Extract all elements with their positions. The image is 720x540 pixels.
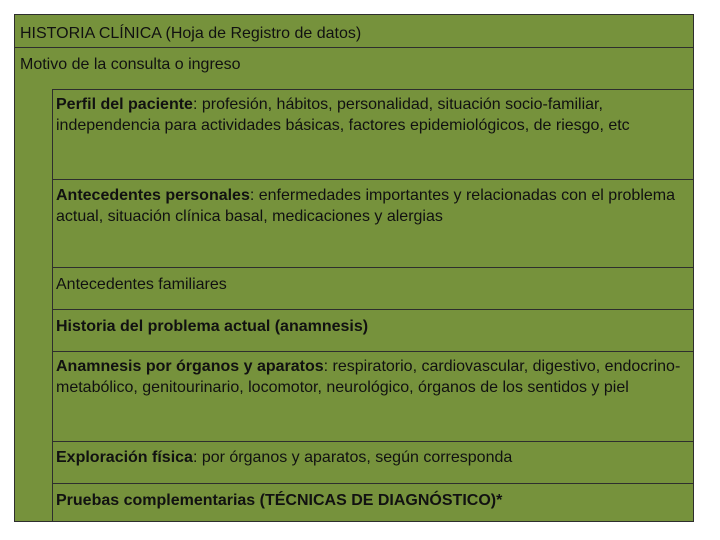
section-separator: : (249, 187, 255, 204)
section-current-problem (52, 309, 693, 351)
section-label: Perfil del paciente (56, 96, 193, 113)
section-text: profesión, hábitos, personalidad, situación socio-familiar, independencia para actividades básicas, factores epidemiológicos, de riesgo, etc (56, 96, 630, 134)
consultation-reason-text: Motivo de la consulta o ingreso (20, 56, 241, 73)
table-title-text: HISTORIA CLÍNICA (Hoja de Registro de datos) (20, 25, 362, 42)
section-separator: : (323, 358, 329, 375)
section-label: Pruebas complementarias (TÉCNICAS DE DIAGNÓSTICO)* (56, 492, 503, 509)
table-title (15, 21, 693, 47)
section-physical-exam (52, 441, 693, 483)
section-label: Antecedentes personales (56, 187, 250, 204)
section-label: Historia del problema actual (anamnesis) (56, 318, 369, 335)
section-systems-review (52, 351, 693, 441)
section-text: respiratorio, cardiovascular, digestivo, endocrino-metabólico, genitourinario, locomotor, neurológico, órganos de los sentidos y piel (56, 358, 681, 396)
section-family-history (52, 267, 693, 309)
section-label: Anamnesis por órganos y aparatos (56, 358, 324, 375)
section-complementary-tests (52, 483, 693, 521)
clinical-history-table (14, 14, 694, 522)
section-separator: : (192, 96, 198, 113)
section-separator: : (192, 449, 198, 466)
section-text: por órganos y aparatos, según corresponda (197, 449, 513, 466)
section-personal-history (52, 179, 693, 267)
section-text: Antecedentes familiares (56, 276, 227, 293)
section-label: Exploración física (56, 449, 193, 466)
consultation-reason-row (15, 47, 693, 89)
section-patient-profile (52, 89, 693, 179)
section-text: enfermedades importantes y relacionadas con el problema actual, situación clínica basal, medicaciones y alergias (56, 187, 675, 225)
